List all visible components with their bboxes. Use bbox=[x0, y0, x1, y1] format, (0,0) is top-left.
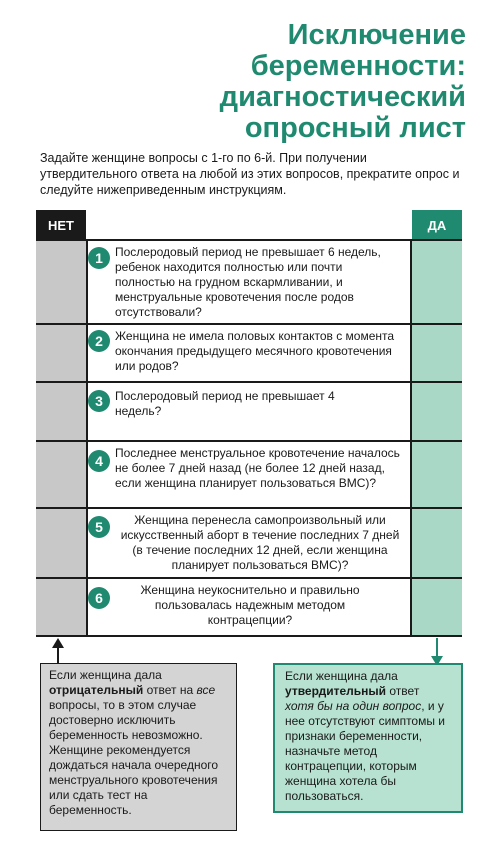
intro-instructions: Задайте женщине вопросы с 1-го по 6-й. При получении утвердительного ответа на любой из этих вопросов, прекратите опрос и следуйте нижеприведенным инструкциям. bbox=[40, 151, 460, 197]
question-number-badge: 5 bbox=[88, 516, 110, 538]
question-row-6 bbox=[88, 579, 410, 635]
question-row-2 bbox=[88, 325, 410, 381]
title-line-4: опросный лист bbox=[244, 112, 466, 144]
box-text: ответ bbox=[389, 684, 420, 698]
row-divider bbox=[36, 635, 462, 637]
column-divider bbox=[410, 240, 412, 636]
page-title bbox=[180, 20, 466, 144]
question-number-badge: 1 bbox=[88, 247, 110, 269]
box-text: Если женщина дала bbox=[49, 668, 162, 682]
question-row-3 bbox=[88, 383, 410, 440]
arrow-stem bbox=[436, 638, 438, 657]
question-number-badge: 4 bbox=[88, 450, 110, 472]
box-emphasis-italic: все bbox=[196, 683, 216, 697]
question-text: Последнее менструальное кровотечение началось не более 7 дней назад (не более 12 дней назад, если женщина планирует пользоваться ВМС)? bbox=[115, 446, 400, 490]
question-number-badge: 6 bbox=[88, 587, 110, 609]
box-text: , и у нее отсутствуют симптомы и признаки беременности, назначьте метод контрацепции, которым женщина хотела бы пользоваться. bbox=[285, 699, 446, 803]
question-text: Послеродовый период не превышает 4 недель? bbox=[115, 389, 335, 418]
title-line-3: диагностический bbox=[219, 81, 466, 113]
question-text: Послеродовый период не превышает 6 недель, ребенок находится полностью или почти полностью на грудном вскармливании, и менструальные кровотечения после родов отсутствовали? bbox=[115, 245, 381, 319]
box-text: ответ на bbox=[146, 683, 194, 697]
title-line-1: Исключение bbox=[287, 19, 466, 51]
question-row-5 bbox=[88, 509, 410, 577]
column-header-no: НЕТ bbox=[36, 210, 86, 240]
box-emphasis-italic: хотя бы на один вопрос bbox=[285, 699, 422, 713]
negative-answer-box bbox=[40, 663, 237, 831]
question-row-4 bbox=[88, 442, 410, 507]
question-row-1 bbox=[88, 241, 410, 323]
question-text: Женщина перенесла самопроизвольный или искусственный аборт в течение последних 7 дней (в течение последних 12 дней, если женщина планирует пользоваться ВМС)? bbox=[120, 513, 400, 572]
question-number-badge: 3 bbox=[88, 390, 110, 412]
question-number-badge: 2 bbox=[88, 330, 110, 352]
arrow-stem bbox=[57, 647, 59, 663]
column-header-yes: ДА bbox=[412, 210, 462, 240]
title-line-2: беременности: bbox=[250, 50, 466, 82]
positive-answer-box bbox=[273, 663, 463, 813]
box-emphasis: утвердительный bbox=[285, 684, 387, 698]
box-text: вопросы, то в этом случае достоверно исключить беременность невозможно. Женщине рекомендуется дождаться начала очередного менструального кровотечения или сдать тест на беременность. bbox=[49, 698, 219, 817]
box-emphasis: отрицательный bbox=[49, 683, 144, 697]
box-text: Если женщина дала bbox=[285, 669, 398, 683]
question-text: Женщина неукоснительно и правильно пользовалась надежным методом контрацепции? bbox=[140, 583, 360, 627]
question-text: Женщина не имела половых контактов с момента окончания предыдущего месячного кровотечения или родов? bbox=[115, 329, 395, 373]
